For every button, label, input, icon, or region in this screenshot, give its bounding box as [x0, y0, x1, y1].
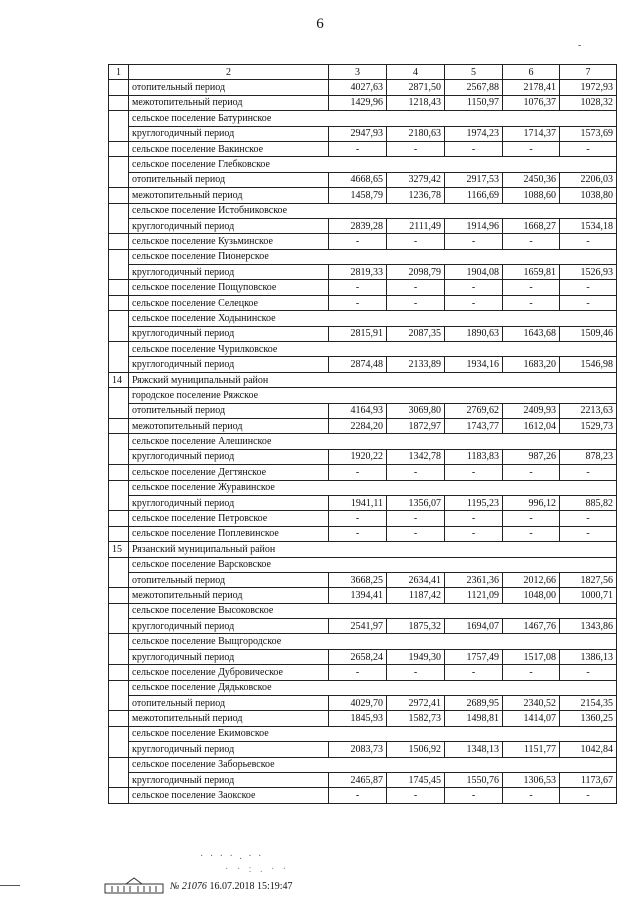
tariff-value: - [503, 295, 560, 310]
document-registration [170, 881, 293, 894]
tariff-value: - [329, 511, 387, 526]
scan-noise: · · : . · · [225, 864, 290, 875]
tariff-value: 1038,80 [560, 188, 617, 203]
region-row [109, 542, 617, 557]
column-header: 3 [329, 65, 387, 80]
tariff-value: 1714,37 [503, 126, 560, 141]
settlement-row [109, 726, 617, 741]
period-name: отопительный период [129, 172, 329, 187]
table-row [109, 495, 617, 510]
region-name: Ряжский муниципальный район [129, 372, 617, 387]
row-number [109, 665, 129, 680]
period-name: круглогодичный период [129, 357, 329, 372]
period-name: круглогодичный период [129, 326, 329, 341]
tariff-value: 1173,67 [560, 772, 617, 787]
table-row [109, 218, 617, 233]
row-number [109, 434, 129, 465]
tariff-value: - [387, 234, 445, 249]
tariff-value: 2839,28 [329, 218, 387, 233]
tariff-value: 1343,86 [560, 619, 617, 634]
table-row [109, 449, 617, 464]
tariff-value: 4164,93 [329, 403, 387, 418]
period-name: круглогодичный период [129, 772, 329, 787]
period-name: круглогодичный период [129, 649, 329, 664]
table-row [109, 95, 617, 110]
tariff-value: - [387, 511, 445, 526]
tariff-value: 1498,81 [445, 711, 503, 726]
tariff-value: 2450,36 [503, 172, 560, 187]
row-number [109, 80, 129, 95]
tariff-value: 2213,63 [560, 403, 617, 418]
settlement-row [109, 249, 617, 264]
tariff-value: - [560, 665, 617, 680]
tariff-value: - [560, 465, 617, 480]
settlement-name: сельское поселение Выщгородское [129, 634, 617, 649]
tariff-value: 2815,91 [329, 326, 387, 341]
row-number [109, 418, 129, 433]
tariff-value: 1076,37 [503, 95, 560, 110]
tariff-value: 2340,52 [503, 696, 560, 711]
settlement-name: сельское поселение Дядьковское [129, 680, 617, 695]
tariff-value: 2087,35 [387, 326, 445, 341]
tariff-value: 1934,16 [445, 357, 503, 372]
tariff-value: 1236,78 [387, 188, 445, 203]
row-number [109, 680, 129, 711]
tariff-value: 2083,73 [329, 742, 387, 757]
tariff-value: 987,26 [503, 449, 560, 464]
row-number: 15 [109, 542, 129, 557]
row-number [109, 311, 129, 342]
building-seal-icon [104, 876, 164, 894]
tariff-value: 1582,73 [387, 711, 445, 726]
document-number: № 21076 [170, 881, 207, 892]
tariff-value: 2465,87 [329, 772, 387, 787]
tariff-value: 2133,89 [387, 357, 445, 372]
tariff-value: 1121,09 [445, 588, 503, 603]
settlement-row [109, 434, 617, 449]
period-name: межотопительный период [129, 188, 329, 203]
tariff-value: 885,82 [560, 495, 617, 510]
tariff-value: - [387, 788, 445, 803]
tariff-value: - [387, 526, 445, 541]
period-name: отопительный период [129, 572, 329, 587]
tariff-value: 1974,23 [445, 126, 503, 141]
tariff-value: 1890,63 [445, 326, 503, 341]
tariff-value: - [560, 511, 617, 526]
tariff-value: 1506,92 [387, 742, 445, 757]
tariff-value: - [503, 465, 560, 480]
tariff-value: - [445, 526, 503, 541]
tariff-value: 2284,20 [329, 418, 387, 433]
tariff-value: 1467,76 [503, 619, 560, 634]
table-row [109, 619, 617, 634]
tariff-value: 1743,77 [445, 418, 503, 433]
tariff-value: 2917,53 [445, 172, 503, 187]
tariff-value: 2689,95 [445, 696, 503, 711]
settlement-row [109, 480, 617, 495]
tariff-value: 2111,49 [387, 218, 445, 233]
tariff-value: - [503, 665, 560, 680]
region-name: Рязанский муниципальный район [129, 542, 617, 557]
settlement-row [109, 465, 617, 480]
settlement-row [109, 511, 617, 526]
tariff-value: 1386,13 [560, 649, 617, 664]
tariff-value: 1550,76 [445, 772, 503, 787]
settlement-name: сельское поселение Поплевинское [129, 526, 329, 541]
tariff-value: 2409,93 [503, 403, 560, 418]
tariff-value: - [445, 788, 503, 803]
tariff-value: 1166,69 [445, 188, 503, 203]
table-row [109, 772, 617, 787]
region-row [109, 372, 617, 387]
tariff-value: - [503, 526, 560, 541]
row-number [109, 111, 129, 142]
table-row [109, 649, 617, 664]
tariff-value: - [387, 280, 445, 295]
tariff-value: 1088,60 [503, 188, 560, 203]
tariff-value: 2658,24 [329, 649, 387, 664]
settlement-row [109, 388, 617, 403]
settlement-name: сельское поселение Кузьминское [129, 234, 329, 249]
settlement-name: сельское поселение Глебковское [129, 157, 617, 172]
column-header: 7 [560, 65, 617, 80]
settlement-row [109, 634, 617, 649]
tariff-value: 1573,69 [560, 126, 617, 141]
period-name: межотопительный период [129, 711, 329, 726]
tariff-value: 3668,25 [329, 572, 387, 587]
settlement-name: сельское поселение Заборьевское [129, 757, 617, 772]
settlement-name: сельское поселение Ходынинское [129, 311, 617, 326]
settlement-row [109, 157, 617, 172]
row-number [109, 342, 129, 373]
settlement-row [109, 111, 617, 126]
row-number [109, 711, 129, 726]
tariff-value: 1683,20 [503, 357, 560, 372]
tariff-value: - [560, 234, 617, 249]
tariff-value: 1183,83 [445, 449, 503, 464]
tariff-value: 1306,53 [503, 772, 560, 787]
settlement-row [109, 680, 617, 695]
period-name: межотопительный период [129, 95, 329, 110]
tariff-value: 2178,41 [503, 80, 560, 95]
tariff-value: 1845,93 [329, 711, 387, 726]
table-row [109, 326, 617, 341]
tariff-value: 1526,93 [560, 265, 617, 280]
tariff-value: - [329, 665, 387, 680]
column-header: 4 [387, 65, 445, 80]
settlement-name: сельское поселение Высоковское [129, 603, 617, 618]
row-number [109, 634, 129, 665]
settlement-row [109, 141, 617, 156]
settlement-row [109, 757, 617, 772]
row-number [109, 603, 129, 634]
margin-line [0, 885, 20, 886]
table-row [109, 572, 617, 587]
tariff-value: 2541,97 [329, 619, 387, 634]
tariff-value: - [387, 141, 445, 156]
tariff-value: 1042,84 [560, 742, 617, 757]
settlement-name: сельское поселение Истобниковское [129, 203, 617, 218]
settlement-row [109, 311, 617, 326]
tariff-value: - [560, 280, 617, 295]
settlement-row [109, 295, 617, 310]
row-number [109, 188, 129, 203]
tariff-value: 3069,80 [387, 403, 445, 418]
tariff-value: 2180,63 [387, 126, 445, 141]
table-row [109, 742, 617, 757]
tariff-value: - [445, 295, 503, 310]
tariff-value: 4029,70 [329, 696, 387, 711]
tariff-value: 1668,27 [503, 218, 560, 233]
period-name: круглогодичный период [129, 495, 329, 510]
settlement-name: сельское поселение Селецкое [129, 295, 329, 310]
page-number: 6 [316, 16, 324, 32]
tariff-value: 2972,41 [387, 696, 445, 711]
tariff-value: 1643,68 [503, 326, 560, 341]
tariff-value: 1659,81 [503, 265, 560, 280]
tariff-value: 1509,46 [560, 326, 617, 341]
tariff-value: 1458,79 [329, 188, 387, 203]
tariff-value: 2098,79 [387, 265, 445, 280]
settlement-name: сельское поселение Батуринское [129, 111, 617, 126]
document-datetime: 16.07.2018 15:19:47 [209, 881, 293, 892]
tariff-value: - [329, 234, 387, 249]
tariff-value: 1904,08 [445, 265, 503, 280]
tariff-value: 1348,13 [445, 742, 503, 757]
tariff-value: 1546,98 [560, 357, 617, 372]
tariff-value: 1875,32 [387, 619, 445, 634]
tariff-value: 2012,66 [503, 572, 560, 587]
settlement-row [109, 203, 617, 218]
settlement-name: сельское поселение Петровское [129, 511, 329, 526]
table-row [109, 711, 617, 726]
period-name: круглогодичный период [129, 218, 329, 233]
tariff-value: 1356,07 [387, 495, 445, 510]
row-number [109, 757, 129, 788]
table-row [109, 403, 617, 418]
table-row [109, 588, 617, 603]
tariff-value: 1028,32 [560, 95, 617, 110]
tariff-value: - [329, 141, 387, 156]
settlement-name: сельское поселение Дубровическое [129, 665, 329, 680]
tariff-table [108, 64, 617, 804]
column-header: 1 [109, 65, 129, 80]
settlement-name: сельское поселение Пощуповское [129, 280, 329, 295]
tariff-value: 1048,00 [503, 588, 560, 603]
tariff-value: 878,23 [560, 449, 617, 464]
tariff-value: 1517,08 [503, 649, 560, 664]
row-number [109, 157, 129, 188]
tariff-value: 1394,41 [329, 588, 387, 603]
tariff-value: - [560, 788, 617, 803]
tariff-value: 4668,65 [329, 172, 387, 187]
tariff-value: - [329, 788, 387, 803]
table-row [109, 696, 617, 711]
row-number [109, 480, 129, 511]
settlement-row [109, 342, 617, 357]
tariff-value: - [560, 526, 617, 541]
tariff-value: 1872,97 [387, 418, 445, 433]
period-name: межотопительный период [129, 418, 329, 433]
tariff-value: 2634,41 [387, 572, 445, 587]
tariff-value: 1949,30 [387, 649, 445, 664]
tariff-value: 1827,56 [560, 572, 617, 587]
row-number [109, 280, 129, 295]
tariff-value: 1187,42 [387, 588, 445, 603]
tariff-value: 1151,77 [503, 742, 560, 757]
tariff-value: 3279,42 [387, 172, 445, 187]
tariff-value: 1342,78 [387, 449, 445, 464]
settlement-name: сельское поселение Екимовское [129, 726, 617, 741]
table-row [109, 126, 617, 141]
tariff-value: - [445, 465, 503, 480]
row-number [109, 788, 129, 803]
table-row [109, 188, 617, 203]
tariff-value: 2819,33 [329, 265, 387, 280]
settlement-name: городское поселение Ряжское [129, 388, 617, 403]
tariff-value: - [387, 295, 445, 310]
row-number [109, 465, 129, 480]
row-number [109, 295, 129, 310]
settlement-row [109, 665, 617, 680]
tariff-value: - [387, 665, 445, 680]
tariff-value: 4027,63 [329, 80, 387, 95]
tariff-value: - [503, 511, 560, 526]
tariff-value: 2567,88 [445, 80, 503, 95]
table-body [109, 65, 617, 804]
row-number [109, 557, 129, 588]
tariff-value: 2871,50 [387, 80, 445, 95]
settlement-row [109, 557, 617, 572]
tariff-value: 1360,25 [560, 711, 617, 726]
column-header-row [109, 65, 617, 80]
tariff-value: 1757,49 [445, 649, 503, 664]
settlement-row [109, 280, 617, 295]
tariff-value: - [445, 511, 503, 526]
tariff-value: 1195,23 [445, 495, 503, 510]
settlement-row [109, 526, 617, 541]
table-row [109, 418, 617, 433]
tariff-value: 1000,71 [560, 588, 617, 603]
tariff-value: 2769,62 [445, 403, 503, 418]
period-name: круглогодичный период [129, 265, 329, 280]
tariff-value: 1914,96 [445, 218, 503, 233]
table-row [109, 172, 617, 187]
tariff-value: - [445, 665, 503, 680]
tariff-value: 2361,36 [445, 572, 503, 587]
period-name: отопительный период [129, 80, 329, 95]
tariff-value: 1745,45 [387, 772, 445, 787]
tariff-value: 1529,73 [560, 418, 617, 433]
period-name: отопительный период [129, 696, 329, 711]
tariff-value: 1429,96 [329, 95, 387, 110]
tariff-value: - [560, 295, 617, 310]
row-number [109, 726, 129, 757]
row-number [109, 141, 129, 156]
settlement-name: сельское поселение Заокское [129, 788, 329, 803]
column-header: 5 [445, 65, 503, 80]
row-number [109, 249, 129, 280]
tariff-value: 996,12 [503, 495, 560, 510]
settlement-name: сельское поселение Чурилковское [129, 342, 617, 357]
table-row [109, 80, 617, 95]
row-number [109, 511, 129, 526]
tariff-value: - [445, 141, 503, 156]
tariff-value: - [503, 141, 560, 156]
tariff-value: 1218,43 [387, 95, 445, 110]
tariff-value: - [329, 465, 387, 480]
table-row [109, 357, 617, 372]
tariff-value: 1150,97 [445, 95, 503, 110]
tariff-value: 1534,18 [560, 218, 617, 233]
tariff-value: 1972,93 [560, 80, 617, 95]
row-number [109, 526, 129, 541]
settlement-name: сельское поселение Варсковское [129, 557, 617, 572]
tariff-value: 2947,93 [329, 126, 387, 141]
settlement-name: сельское поселение Алешинское [129, 434, 617, 449]
tariff-value: - [503, 234, 560, 249]
scan-noise: · · · · . · · [200, 851, 264, 862]
tariff-value: 2206,03 [560, 172, 617, 187]
tariff-value: - [329, 280, 387, 295]
row-number [109, 234, 129, 249]
period-name: круглогодичный период [129, 742, 329, 757]
tariff-value: 1414,07 [503, 711, 560, 726]
tariff-value: - [445, 234, 503, 249]
settlement-row [109, 603, 617, 618]
tariff-value: 1612,04 [503, 418, 560, 433]
settlement-row [109, 234, 617, 249]
row-number [109, 388, 129, 419]
settlement-name: сельское поселение Вакинское [129, 141, 329, 156]
settlement-name: сельское поселение Пионерское [129, 249, 617, 264]
row-number [109, 95, 129, 110]
tariff-value: - [503, 280, 560, 295]
tariff-value: 1941,11 [329, 495, 387, 510]
period-name: круглогодичный период [129, 449, 329, 464]
tariff-value: 1694,07 [445, 619, 503, 634]
tariff-value: 1920,22 [329, 449, 387, 464]
tariff-value: 2154,35 [560, 696, 617, 711]
tariff-value: - [329, 526, 387, 541]
tariff-value: - [329, 295, 387, 310]
settlement-row [109, 788, 617, 803]
settlement-name: сельское поселение Дегтянское [129, 465, 329, 480]
row-number: 14 [109, 372, 129, 387]
tariff-value: - [387, 465, 445, 480]
tariff-value: 2874,48 [329, 357, 387, 372]
row-number [109, 588, 129, 603]
column-header: 2 [129, 65, 329, 80]
column-header: 6 [503, 65, 560, 80]
row-number [109, 203, 129, 234]
settlement-name: сельское поселение Журавинское [129, 480, 617, 495]
document-footer [104, 872, 293, 894]
header-mark: - [578, 40, 582, 51]
tariff-value: - [503, 788, 560, 803]
period-name: круглогодичный период [129, 619, 329, 634]
tariff-value: - [445, 280, 503, 295]
period-name: круглогодичный период [129, 126, 329, 141]
tariff-value: - [560, 141, 617, 156]
period-name: отопительный период [129, 403, 329, 418]
table-row [109, 265, 617, 280]
period-name: межотопительный период [129, 588, 329, 603]
